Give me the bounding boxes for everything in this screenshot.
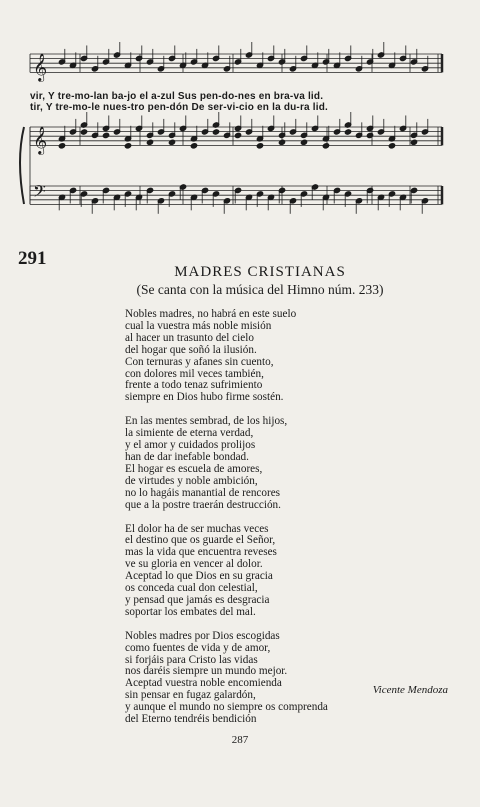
verses [125, 309, 455, 738]
verse-line: En las mentes sembrad, de los hijos, [125, 415, 288, 428]
verse-line: han de dar inefable bondad. [125, 450, 249, 463]
verse-line: cual la vuestra más noble misión [125, 319, 272, 332]
verse-line: mas la vida que encuentra reveses [125, 546, 277, 559]
stanza [125, 416, 455, 511]
verse-line: y aunque el mundo no siempre os comprenda [125, 701, 328, 714]
verse-line: el destino que os guarde el Señor, [125, 534, 276, 547]
verse-line: y el amor y cuidados prolijos [125, 439, 256, 452]
note-head [80, 129, 87, 135]
score-lyrics-line-1: vir, Y tre-mo-lan ba-jo el a-zul Sus pen-do-nes en bra-va lid. [30, 91, 324, 102]
hymn-subtitle: (Se canta con la música del Himno núm. 233) [136, 282, 384, 297]
stanza [125, 524, 455, 619]
note-head [212, 129, 219, 135]
treble-clef-icon: 𝄞 [33, 126, 48, 154]
verse-line: si forjáis para Cristo las vidas [125, 653, 258, 666]
note-head [124, 143, 131, 149]
stanza [125, 309, 455, 404]
stanza [125, 631, 455, 726]
verse-line: El dolor ha de ser muchas veces [125, 522, 269, 535]
note-head [190, 143, 197, 149]
verse-line: Nobles madres, no habrá en este suelo [125, 308, 297, 320]
verse-line: os conceda cual don celestial, [125, 582, 258, 595]
verse-line: no lo hagáis manantial de rencores [125, 486, 281, 499]
verse-line: la simiente de eterna verdad, [125, 427, 254, 440]
verse-line: sin pensar en fugaz galardón, [125, 689, 256, 702]
note-head [410, 139, 417, 145]
grand-staff-brace [20, 127, 24, 204]
verse-line: de virtudes y noble ambición, [125, 474, 258, 487]
note-head [388, 143, 395, 149]
note-head [366, 132, 373, 138]
page-number: 287 [231, 734, 249, 746]
verse-line: Con ternuras y afanes sin cuento, [125, 355, 274, 368]
verse-line: soportar los embates del mal. [125, 605, 256, 618]
verse-line: frente a todo tenaz sufrimiento [125, 379, 263, 392]
verse-line: que a la postre traerán destrucción. [125, 498, 281, 511]
verse-line: Aceptad lo que Dios en su gracia [125, 570, 273, 583]
bass-clef-icon: 𝄢 [33, 181, 46, 205]
score-lyrics-line-2: tir, Y tre-mo-le nues-tro pen-dón De ser-vi-cio en la du-ra lid. [30, 102, 329, 113]
note-head [278, 139, 285, 145]
verse-line: como fuentes de vida y de amor, [125, 641, 271, 654]
verse-line: siempre en Dios hubo firme sostén. [125, 391, 284, 404]
note-head [234, 132, 241, 138]
note-head [102, 132, 109, 138]
music-score [0, 0, 480, 230]
verse-line: del hogar que soñó la ilusión. [125, 343, 257, 356]
verse-line: nos daréis siempre un mundo mejor. [125, 665, 288, 678]
verse-line: con dolores mil veces también, [125, 367, 264, 380]
verse-line: ve su gloria en vencer al dolor. [125, 558, 263, 571]
author-credit: Vicente Mendoza [372, 684, 448, 696]
verse-line: El hogar es escuela de amores, [125, 462, 263, 475]
verse-line: al hacer un trasunto del cielo [125, 331, 254, 344]
verse-line: Aceptad vuestra noble encomienda [125, 677, 282, 690]
note-head [300, 139, 307, 145]
note-head [344, 129, 351, 135]
note-head [146, 139, 153, 145]
note-head [168, 139, 175, 145]
hymn-title: MADRES CRISTIANAS [174, 264, 346, 280]
verse-line: y pensad que jamás es desgracia [125, 593, 270, 606]
note-head [256, 143, 263, 149]
verse-line: Nobles madres por Dios escogidas [125, 629, 280, 642]
hymn-number: 291 [18, 248, 47, 269]
note-head [58, 143, 65, 149]
note-head [322, 143, 329, 149]
treble-clef-icon: 𝄞 [33, 53, 48, 81]
verse-line: del Eterno tendréis bendición [125, 713, 257, 726]
